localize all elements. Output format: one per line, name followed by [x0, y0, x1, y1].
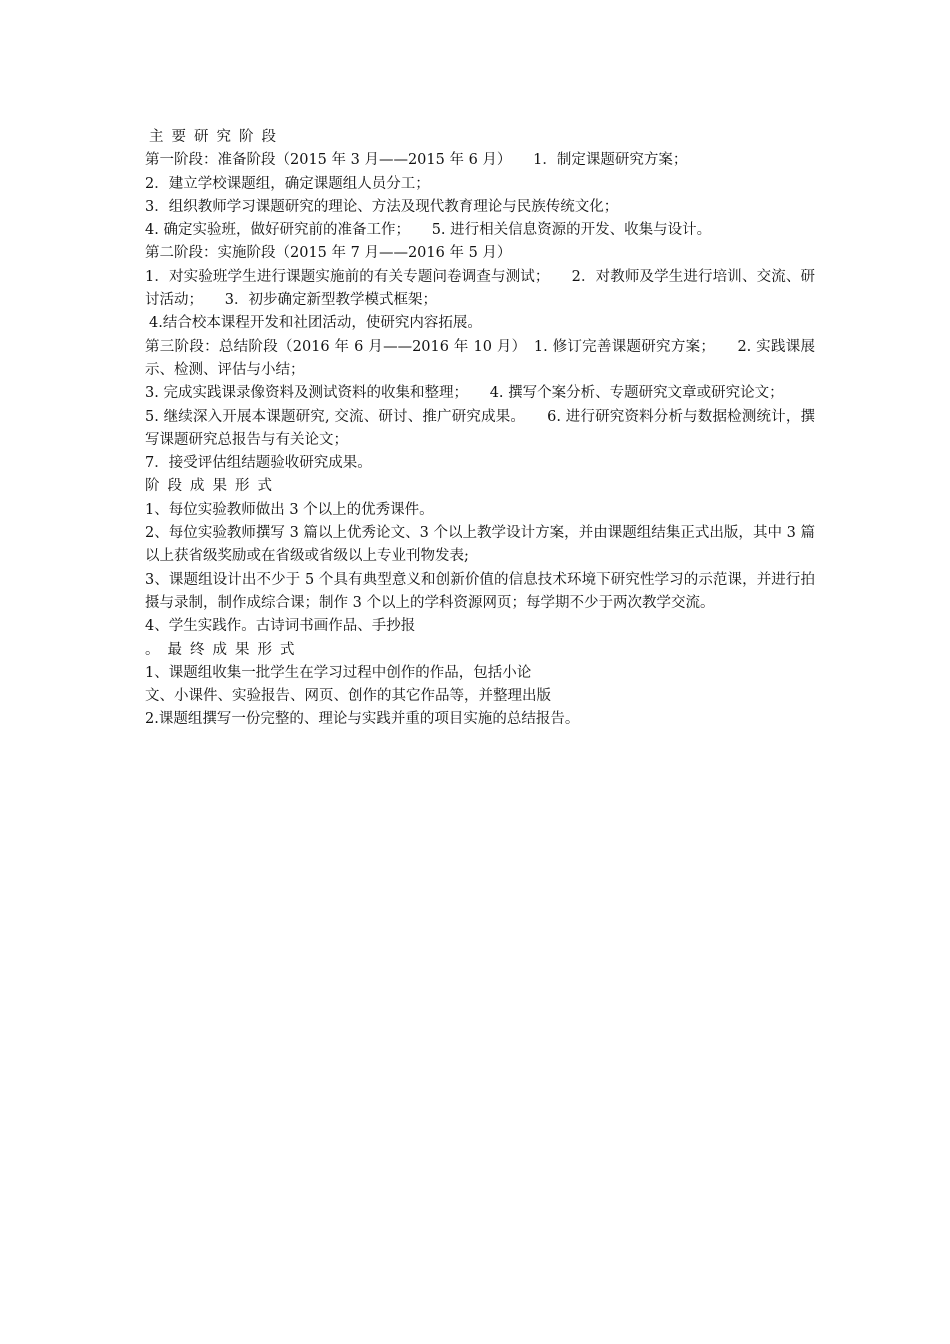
- heading-final-results: 。最终成果形式: [145, 641, 303, 658]
- stage2-title-line: 第二阶段：实施阶段（2015 年 7 月——2016 年 5 月）: [145, 245, 512, 262]
- stage-results-item-3: 3、课题组设计出不少于 5 个具有典型意义和创新价值的信息技术环境下研究性学习的示范课，并进行拍摄与录制，制作成综合课；制作 3 个以上的学科资源网页；每学期不少于两次教学交流。: [145, 571, 815, 611]
- final-results-item-1-line-2: 文、小课件、实验报告、网页、创作的其它作品等，并整理出版: [145, 688, 551, 705]
- stage-results-item-2: 2、每位实验教师撰写 3 篇以上优秀论文、3 个以上教学设计方案，并由课题组结集正式出版，其中 3 篇以上获省级奖励或在省级或省级以上专业刊物发表;: [145, 525, 815, 565]
- stage1-item-2: 2．建立学校课题组，确定课题组人员分工；: [145, 175, 430, 192]
- final-results-item-2: 2.课题组撰写一份完整的、理论与实践并重的项目实施的总结报告。: [145, 711, 580, 728]
- stage3-items-3-4: 3. 完成实践课录像资料及测试资料的收集和整理； 4. 撰写个案分析、专题研究文章或研究论文；: [145, 385, 784, 402]
- heading-stage-results: 阶段成果形式: [145, 478, 280, 495]
- document-body: [145, 126, 815, 732]
- stage1-item-3: 3．组织教师学习课题研究的理论、方法及现代教育理论与民族传统文化；: [145, 198, 619, 215]
- stage3-item-7: 7．接受评估组结题验收研究成果。: [145, 455, 372, 472]
- final-results-item-1-line-1: 1、课题组收集一批学生在学习过程中创作的作品，包括小论: [145, 664, 532, 681]
- stage1-title-line: 第一阶段：准备阶段（2015 年 3 月——2015 年 6 月） 1．制定课题研究方案；: [145, 152, 688, 169]
- stage3-items-1-2: 第三阶段：总结阶段（2016 年 6 月——2016 年 10 月） 1. 修订完善课题研究方案； 2. 实践课展示、检测、评估与小结；: [145, 338, 815, 378]
- stage-results-item-4: 4、学生实践作。古诗词书画作品、手抄报: [145, 618, 416, 635]
- stage2-items-1-3: 1．对实验班学生进行课题实施前的有关专题问卷调查与测试； 2．对教师及学生进行培训、交流、研讨活动； 3．初步确定新型教学模式框架；: [145, 268, 815, 309]
- stage-results-item-1: 1、每位实验教师做出 3 个以上的优秀课件。: [145, 501, 434, 518]
- stage2-item-4: 4.结合校本课程开发和社团活动，使研究内容拓展。: [149, 315, 482, 332]
- stage1-item-4-5: 4. 确定实验班，做好研究前的准备工作； 5. 进行相关信息资源的开发、收集与设计。: [145, 222, 712, 239]
- heading-main-research-stages: 主要研究阶段: [149, 129, 284, 145]
- stage3-items-5-6: 5. 继续深入开展本课题研究, 交流、研讨、推广研究成果。 6. 进行研究资料分析与数据检测统计，撰写课题研究总报告与有关论文；: [145, 408, 815, 448]
